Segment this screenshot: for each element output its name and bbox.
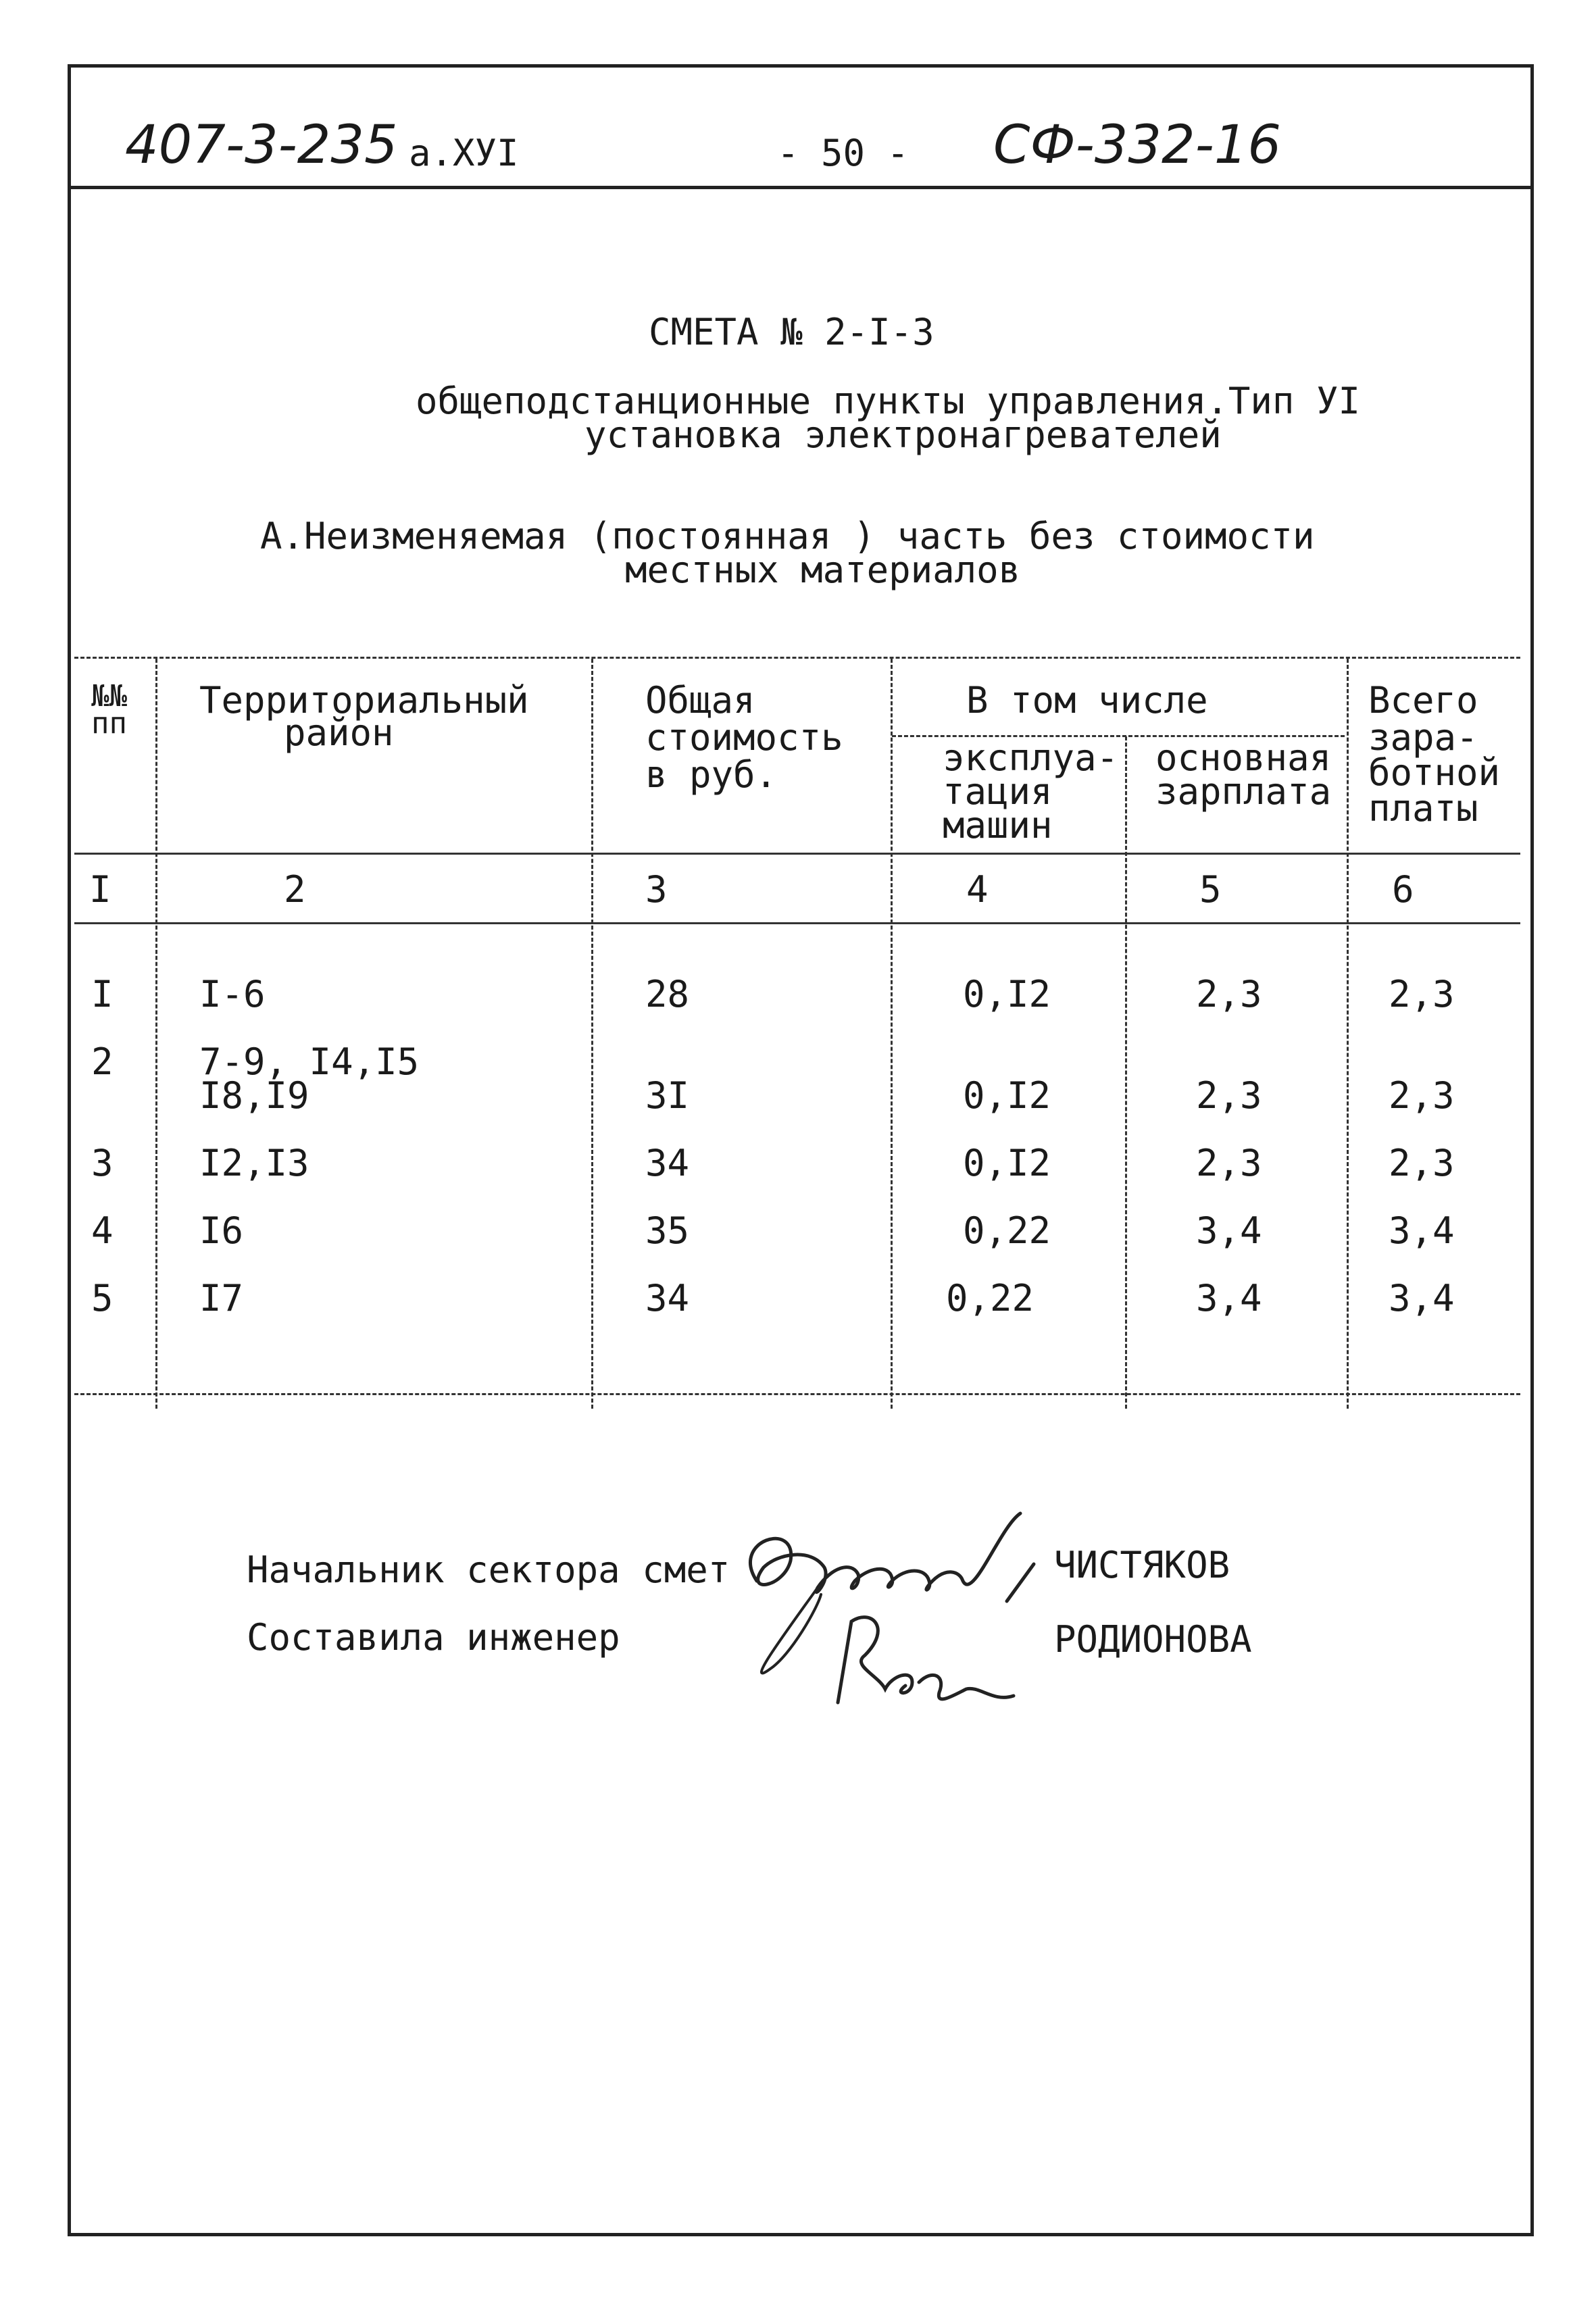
section-title-2: местных материалов — [625, 549, 1021, 591]
header-col3-3: в руб. — [645, 753, 778, 796]
page-number: - 50 - — [777, 132, 909, 174]
estimate-subtitle-2: установка электронагревателей — [584, 413, 1222, 456]
col-number: 5 — [1199, 868, 1222, 911]
header-col1-2: пп — [91, 706, 127, 740]
col-number: 2 — [284, 868, 306, 911]
project-code: 407-3-235 — [125, 115, 398, 176]
row-machines: 0,22 — [946, 1277, 1034, 1319]
signer-role-1: Начальник сектора смет — [247, 1549, 730, 1591]
table-bottom-line — [74, 1393, 1520, 1395]
row-salary: 3,4 — [1196, 1277, 1262, 1319]
row-all-salary: 3,4 — [1389, 1209, 1455, 1252]
row-total: 34 — [645, 1277, 690, 1319]
col-divider-2 — [591, 659, 593, 1409]
row-machines: 0,22 — [963, 1209, 1051, 1252]
row-region-cont: I8,I9 — [199, 1074, 309, 1117]
header-divider — [68, 186, 1534, 189]
header-group: В том числе — [966, 679, 1208, 722]
col-divider-4 — [1125, 736, 1127, 1409]
section-title: А.Неизменяемая (постоянная ) часть без стоимости — [260, 515, 1315, 557]
row-all-salary: 2,3 — [1389, 1074, 1455, 1117]
header-bottom-line — [74, 853, 1520, 855]
row-machines: 0,I2 — [963, 973, 1051, 1015]
header-col6: Всего — [1368, 679, 1478, 722]
header-col5-2: зарплата — [1155, 770, 1332, 813]
row-all-salary: 2,3 — [1389, 1142, 1455, 1184]
row-salary: 2,3 — [1196, 1074, 1262, 1117]
handwritten-signature-rodionova — [811, 1601, 1027, 1736]
row-machines: 0,I2 — [963, 1074, 1051, 1117]
header-col5: основная — [1155, 736, 1332, 779]
row-total: 28 — [645, 973, 690, 1015]
row-machines: 0,I2 — [963, 1142, 1051, 1184]
row-number: 5 — [91, 1277, 114, 1319]
col-divider-3 — [891, 659, 893, 1409]
header-col4-3: машин — [943, 804, 1053, 847]
row-region: I-6 — [199, 973, 266, 1015]
album-number: а.XУI — [409, 132, 519, 174]
col-numbers-line — [74, 922, 1520, 924]
row-all-salary: 3,4 — [1389, 1277, 1455, 1319]
row-region: I6 — [199, 1209, 244, 1252]
header-col6-3: ботной — [1368, 751, 1501, 794]
signer-name-2: РОДИОНОВА — [1054, 1618, 1252, 1661]
estimate-title: СМЕТА № 2-I-3 — [649, 311, 934, 353]
sheet-code: СФ-332-16 — [993, 115, 1282, 176]
estimate-subtitle: общеподстанционные пункты управления.Тип УI — [416, 380, 1360, 422]
col-divider-1 — [155, 659, 157, 1409]
header-col2: Территориальный — [199, 679, 529, 722]
signer-name-1: ЧИСТЯКОВ — [1054, 1544, 1230, 1586]
col-number: 6 — [1392, 868, 1414, 911]
row-number: 4 — [91, 1209, 114, 1252]
row-all-salary: 2,3 — [1389, 973, 1455, 1015]
header-col3: Общая — [645, 679, 755, 722]
row-region: I7 — [199, 1277, 244, 1319]
row-region: I2,I3 — [199, 1142, 309, 1184]
col-number: I — [89, 868, 111, 911]
row-salary: 2,3 — [1196, 973, 1262, 1015]
row-total: 35 — [645, 1209, 690, 1252]
header-col3-2: стоимость — [645, 716, 843, 759]
header-col4-2: тация — [943, 770, 1053, 813]
row-total: 3I — [645, 1074, 690, 1117]
header-col4: эксплуа- — [943, 736, 1119, 779]
table-top-line — [74, 657, 1520, 659]
col-number: 3 — [645, 868, 668, 911]
signer-role-2: Составила инженер — [247, 1616, 620, 1659]
row-salary: 2,3 — [1196, 1142, 1262, 1184]
row-number: I — [91, 973, 114, 1015]
col-divider-5 — [1347, 659, 1349, 1409]
row-number: 2 — [91, 1040, 114, 1083]
header-col2-2: район — [284, 711, 394, 754]
row-salary: 3,4 — [1196, 1209, 1262, 1252]
row-region: 7-9, I4,I5 — [199, 1040, 420, 1083]
header-col6-2: зара- — [1368, 716, 1478, 759]
row-number: 3 — [91, 1142, 114, 1184]
col-number: 4 — [966, 868, 989, 911]
header-col1: №№ — [91, 679, 127, 713]
row-total: 34 — [645, 1142, 690, 1184]
header-col6-4: платы — [1368, 787, 1478, 830]
